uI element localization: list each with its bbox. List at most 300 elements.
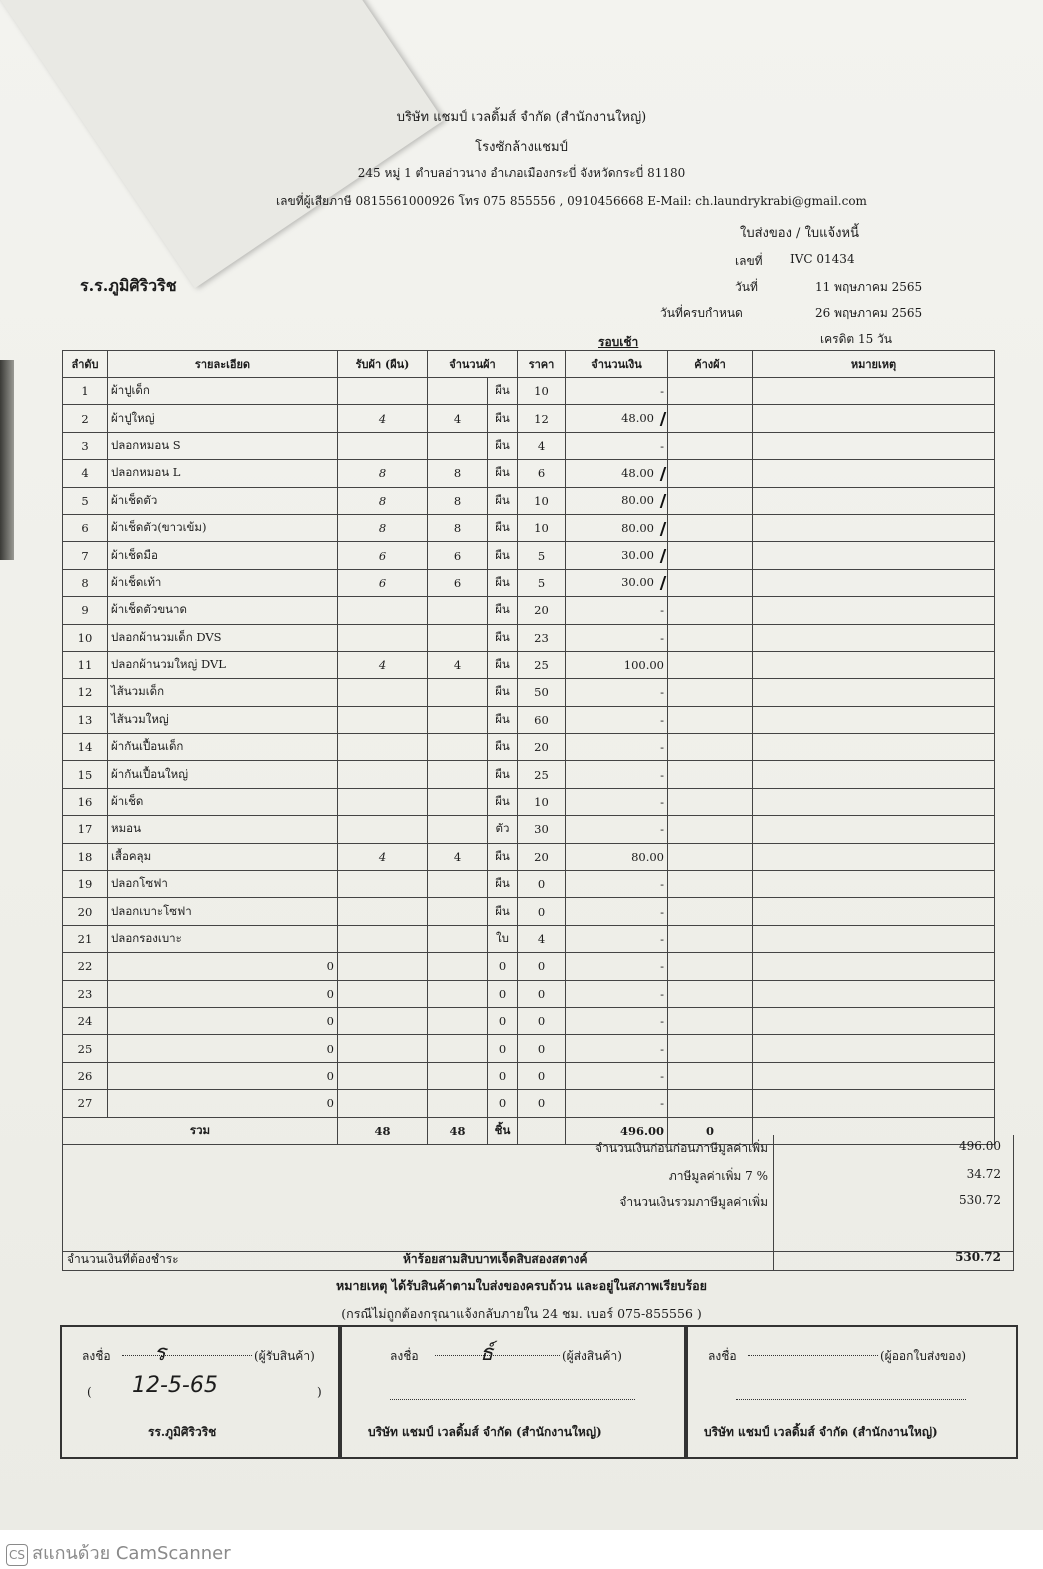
- row-remark: [753, 953, 995, 980]
- row-unit: ตัว: [488, 816, 518, 843]
- row-unit: ผืน: [488, 597, 518, 624]
- sender-handwritten-sign: ธ์: [480, 1341, 494, 1366]
- row-unit: ผืน: [488, 843, 518, 870]
- row-remark: [753, 651, 995, 678]
- sender-sign-line: [435, 1355, 560, 1356]
- row-unit: ผืน: [488, 651, 518, 678]
- row-amount: -: [566, 816, 668, 843]
- row-qty: 4: [428, 843, 488, 870]
- row-qty: [428, 953, 488, 980]
- table-row: [63, 460, 995, 487]
- row-remark: [753, 460, 995, 487]
- row-amount: -: [566, 1035, 668, 1062]
- row-received: [338, 597, 428, 624]
- row-remark: [753, 569, 995, 596]
- table-row: [63, 871, 995, 898]
- table-row: [63, 679, 995, 706]
- doc-due-value: 26 พฤษภาคม 2565: [815, 306, 923, 320]
- row-received: [338, 624, 428, 651]
- row-item: 0: [108, 1062, 338, 1089]
- table-row: [63, 569, 995, 596]
- row-amount: -: [566, 1007, 668, 1034]
- row-received: 4: [338, 405, 428, 432]
- row-pending: [668, 980, 753, 1007]
- row-pending: [668, 953, 753, 980]
- grand-total-value: 530.72: [955, 1250, 1001, 1264]
- row-qty: [428, 432, 488, 459]
- row-amount: -: [566, 761, 668, 788]
- total-label: จำนวนเงินรวมภาษีมูลค่าเพิ่ม: [619, 1195, 768, 1209]
- row-amount: -: [566, 898, 668, 925]
- company-address: 245 หมู่ 1 ตำบลอ่าวนาง อำเภอเมืองกระบี่ จังหวัดกระบี่ 81180: [357, 166, 686, 180]
- row-remark: [753, 925, 995, 952]
- note-line-2: (กรณีไม่ถูกต้องกรุณาแจ้งกลับภายใน 24 ชม. เบอร์ 075-855556 ): [341, 1306, 702, 1321]
- row-amount: 80.00: [566, 843, 668, 870]
- summary-box: [62, 1135, 1014, 1271]
- note-line-1: หมายเหตุ ได้รับสินค้าตามใบส่งของครบถ้วน และอยู่ในสภาพเรียบร้อย: [335, 1278, 708, 1293]
- table-row: [63, 788, 995, 815]
- row-amount: -: [566, 1062, 668, 1089]
- row-remark: [753, 788, 995, 815]
- row-qty: [428, 679, 488, 706]
- row-qty: 6: [428, 542, 488, 569]
- row-amount: -: [566, 788, 668, 815]
- row-price: 0: [518, 1090, 566, 1117]
- row-no: 5: [63, 487, 108, 514]
- row-pending: [668, 569, 753, 596]
- row-unit: 0: [488, 1090, 518, 1117]
- row-pending: [668, 706, 753, 733]
- row-qty: [428, 925, 488, 952]
- row-received: 8: [338, 460, 428, 487]
- row-pending: [668, 679, 753, 706]
- receiver-role: (ผู้รับสินค้า): [254, 1349, 315, 1363]
- row-qty: [428, 816, 488, 843]
- row-amount: -: [566, 953, 668, 980]
- row-item: ผ้าเช็ดตัว: [108, 487, 338, 514]
- row-unit: ผืน: [488, 542, 518, 569]
- row-qty: [428, 761, 488, 788]
- row-amount: -: [566, 734, 668, 761]
- row-unit: 0: [488, 1035, 518, 1062]
- row-no: 13: [63, 706, 108, 733]
- total-label: รวม: [63, 1117, 338, 1144]
- total-qty: 48: [428, 1117, 488, 1144]
- row-pending: [668, 514, 753, 541]
- row-remark: [753, 514, 995, 541]
- row-pending: [668, 651, 753, 678]
- row-item: ไส้นวมใหญ่: [108, 706, 338, 733]
- row-received: [338, 1035, 428, 1062]
- sender-role: (ผู้ส่งสินค้า): [562, 1349, 622, 1363]
- row-price: 10: [518, 514, 566, 541]
- table-row: [63, 597, 995, 624]
- row-received: [338, 898, 428, 925]
- row-remark: [753, 816, 995, 843]
- row-item: หมอน: [108, 816, 338, 843]
- signature-box-sender: [338, 1325, 688, 1459]
- row-no: 26: [63, 1062, 108, 1089]
- doc-no-value: IVC 01434: [790, 252, 855, 266]
- row-price: 12: [518, 405, 566, 432]
- row-remark: [753, 761, 995, 788]
- header-no: ลำดับ: [63, 351, 108, 378]
- check-tick-icon: [654, 576, 667, 590]
- row-price: 25: [518, 761, 566, 788]
- table-row: [63, 1062, 995, 1089]
- row-item: ผ้ากันเปื้อนใหญ่: [108, 761, 338, 788]
- row-price: 10: [518, 378, 566, 405]
- row-qty: 4: [428, 405, 488, 432]
- row-received: [338, 378, 428, 405]
- row-remark: [753, 542, 995, 569]
- check-tick-icon: [654, 412, 667, 426]
- table-row: [63, 898, 995, 925]
- row-unit: ผืน: [488, 706, 518, 733]
- row-item: ปลอกหมอน S: [108, 432, 338, 459]
- row-pending: [668, 788, 753, 815]
- row-no: 4: [63, 460, 108, 487]
- row-item: ปลอกโซฟา: [108, 871, 338, 898]
- total-value: 530.72: [959, 1193, 1001, 1207]
- row-no: 6: [63, 514, 108, 541]
- row-item: ผ้าเช็ดตัว(ขาวเข้ม): [108, 514, 338, 541]
- table-row: [63, 980, 995, 1007]
- camscanner-text: สแกนด้วย CamScanner: [32, 1543, 231, 1564]
- row-amount: -: [566, 980, 668, 1007]
- company-name: บริษัท แชมป์ เวลดิ้มส์ จำกัด (สำนักงานใหญ่): [396, 110, 647, 125]
- row-pending: [668, 925, 753, 952]
- row-received: 6: [338, 542, 428, 569]
- row-no: 25: [63, 1035, 108, 1062]
- receiver-sign-line: [122, 1355, 252, 1356]
- scan-edge: [0, 360, 14, 560]
- row-no: 23: [63, 980, 108, 1007]
- row-pending: [668, 816, 753, 843]
- table-row: [63, 1007, 995, 1034]
- row-price: 10: [518, 487, 566, 514]
- row-unit: ผืน: [488, 788, 518, 815]
- doc-date-value: 11 พฤษภาคม 2565: [815, 280, 923, 294]
- row-pending: [668, 871, 753, 898]
- row-pending: [668, 1007, 753, 1034]
- row-no: 27: [63, 1090, 108, 1117]
- receiver-sign-prefix: ลงชื่อ: [82, 1349, 111, 1363]
- row-received: 6: [338, 569, 428, 596]
- row-price: 4: [518, 432, 566, 459]
- row-unit: ผืน: [488, 432, 518, 459]
- row-qty: [428, 1035, 488, 1062]
- table-row: [63, 953, 995, 980]
- row-price: 0: [518, 871, 566, 898]
- row-pending: [668, 761, 753, 788]
- table-row: [63, 1090, 995, 1117]
- check-tick-icon: [654, 467, 667, 481]
- row-received: 4: [338, 843, 428, 870]
- row-qty: [428, 597, 488, 624]
- row-unit: 0: [488, 1062, 518, 1089]
- table-row: [63, 405, 995, 432]
- row-qty: [428, 624, 488, 651]
- row-item: ผ้าเช็ดเท้า: [108, 569, 338, 596]
- vat-label: ภาษีมูลค่าเพิ่ม 7 %: [668, 1169, 768, 1183]
- row-pending: [668, 542, 753, 569]
- doc-credit: เครดิต 15 วัน: [820, 332, 892, 346]
- row-remark: [753, 734, 995, 761]
- row-qty: 8: [428, 460, 488, 487]
- row-unit: 0: [488, 953, 518, 980]
- row-received: 4: [338, 651, 428, 678]
- camscanner-logo-icon: CS: [6, 1544, 28, 1566]
- row-qty: 4: [428, 651, 488, 678]
- row-qty: 6: [428, 569, 488, 596]
- subtotal-value: 496.00: [959, 1139, 1001, 1153]
- row-item: ปลอกหมอน L: [108, 460, 338, 487]
- row-qty: [428, 1007, 488, 1034]
- row-unit: ผืน: [488, 460, 518, 487]
- row-no: 22: [63, 953, 108, 980]
- row-received: [338, 706, 428, 733]
- row-received: 8: [338, 487, 428, 514]
- row-price: 60: [518, 706, 566, 733]
- row-received: [338, 1062, 428, 1089]
- row-no: 10: [63, 624, 108, 651]
- row-qty: [428, 1090, 488, 1117]
- total-amount: 496.00: [566, 1117, 668, 1144]
- header-quantity: จำนวนผ้า: [428, 351, 518, 378]
- doc-no-label: เลขที่: [735, 254, 763, 268]
- header-pending: ค้างผ้า: [668, 351, 753, 378]
- header-amount: จำนวนเงิน: [566, 351, 668, 378]
- issuer-date-line: [736, 1385, 966, 1400]
- row-remark: [753, 1090, 995, 1117]
- row-received: [338, 788, 428, 815]
- header-item: รายละเอียด: [108, 351, 338, 378]
- signature-box-issuer: [684, 1325, 1018, 1459]
- row-received: [338, 953, 428, 980]
- row-remark: [753, 679, 995, 706]
- row-amount: -: [566, 871, 668, 898]
- check-tick-icon: [654, 522, 667, 536]
- doc-date-label: วันที่: [735, 280, 758, 294]
- row-pending: [668, 624, 753, 651]
- row-received: [338, 761, 428, 788]
- receiver-date-bracket-open: (: [87, 1385, 92, 1399]
- row-remark: [753, 1035, 995, 1062]
- row-item: ปลอกรองเบาะ: [108, 925, 338, 952]
- row-qty: 8: [428, 487, 488, 514]
- sender-sign-prefix: ลงชื่อ: [390, 1349, 419, 1363]
- issuer-role: (ผู้ออกใบส่งของ): [880, 1349, 967, 1363]
- row-no: 18: [63, 843, 108, 870]
- row-item: 0: [108, 1007, 338, 1034]
- table-row: [63, 651, 995, 678]
- row-qty: [428, 1062, 488, 1089]
- row-remark: [753, 843, 995, 870]
- amount-words-label: จำนวนเงินที่ต้องชำระ: [67, 1252, 179, 1266]
- header-remark: หมายเหตุ: [753, 351, 995, 378]
- row-price: 5: [518, 542, 566, 569]
- row-received: [338, 432, 428, 459]
- items-table: [62, 350, 995, 1145]
- table-row: [63, 925, 995, 952]
- row-price: 4: [518, 925, 566, 952]
- row-item: ผ้าเช็ด: [108, 788, 338, 815]
- receiver-org: รร.ภูมิศิริวริช: [148, 1425, 217, 1439]
- row-unit: ผืน: [488, 734, 518, 761]
- row-received: 8: [338, 514, 428, 541]
- row-unit: ผืน: [488, 514, 518, 541]
- row-qty: [428, 378, 488, 405]
- row-pending: [668, 432, 753, 459]
- row-no: 20: [63, 898, 108, 925]
- vat-value: 34.72: [966, 1167, 1001, 1181]
- row-amount: -: [566, 679, 668, 706]
- row-price: 20: [518, 843, 566, 870]
- row-amount: -: [566, 378, 668, 405]
- row-item: 0: [108, 980, 338, 1007]
- row-no: 7: [63, 542, 108, 569]
- check-tick-icon: [654, 494, 667, 508]
- total-unit: ชิ้น: [488, 1117, 518, 1144]
- row-qty: 8: [428, 514, 488, 541]
- row-item: เสื้อคลุม: [108, 843, 338, 870]
- row-price: 30: [518, 816, 566, 843]
- row-pending: [668, 1090, 753, 1117]
- row-item: 0: [108, 1090, 338, 1117]
- row-qty: [428, 734, 488, 761]
- total-pending: 0: [668, 1117, 753, 1144]
- row-amount: -: [566, 706, 668, 733]
- row-price: 6: [518, 460, 566, 487]
- row-no: 21: [63, 925, 108, 952]
- doc-type: ใบส่งของ / ใบแจ้งหนี้: [740, 226, 859, 241]
- table-header-row: [63, 351, 995, 378]
- row-no: 1: [63, 378, 108, 405]
- row-remark: [753, 405, 995, 432]
- row-unit: ผืน: [488, 378, 518, 405]
- row-item: ผ้ากันเปื้อนเด็ก: [108, 734, 338, 761]
- row-price: 0: [518, 1007, 566, 1034]
- row-no: 14: [63, 734, 108, 761]
- row-no: 3: [63, 432, 108, 459]
- row-unit: ใบ: [488, 925, 518, 952]
- row-item: ปลอกเบาะโซฟา: [108, 898, 338, 925]
- row-amount: 80.00: [566, 487, 668, 514]
- row-price: 0: [518, 1062, 566, 1089]
- row-unit: ผืน: [488, 487, 518, 514]
- table-row: [63, 514, 995, 541]
- issuer-sign-prefix: ลงชื่อ: [708, 1349, 737, 1363]
- row-unit: ผืน: [488, 569, 518, 596]
- row-amount: -: [566, 925, 668, 952]
- row-no: 17: [63, 816, 108, 843]
- row-amount: 48.00: [566, 460, 668, 487]
- summary-divider: [773, 1135, 774, 1270]
- table-row: [63, 843, 995, 870]
- receiver-handwritten-sign: ร: [154, 1341, 166, 1366]
- row-no: 11: [63, 651, 108, 678]
- receiver-date-bracket-close: ): [317, 1385, 322, 1399]
- row-unit: ผืน: [488, 679, 518, 706]
- row-qty: [428, 898, 488, 925]
- row-pending: [668, 487, 753, 514]
- row-qty: [428, 788, 488, 815]
- row-unit: 0: [488, 980, 518, 1007]
- row-qty: [428, 871, 488, 898]
- table-row: [63, 432, 995, 459]
- row-pending: [668, 405, 753, 432]
- row-remark: [753, 871, 995, 898]
- row-no: 16: [63, 788, 108, 815]
- row-amount: 80.00: [566, 514, 668, 541]
- row-amount: 30.00: [566, 569, 668, 596]
- row-received: [338, 816, 428, 843]
- table-row: [63, 1035, 995, 1062]
- row-unit: ผืน: [488, 761, 518, 788]
- row-amount: -: [566, 1090, 668, 1117]
- receiver-handwritten-date: 12-5-65: [132, 1373, 218, 1398]
- row-unit: 0: [488, 1007, 518, 1034]
- table-row: [63, 706, 995, 733]
- doc-due-label: วันที่ครบกำหนด: [660, 306, 743, 320]
- row-received: [338, 871, 428, 898]
- row-pending: [668, 1062, 753, 1089]
- amount-words: ห้าร้อยสามสิบบาทเจ็ดสิบสองสตางค์: [403, 1252, 588, 1266]
- sender-date-line: [390, 1385, 635, 1400]
- row-received: [338, 1090, 428, 1117]
- row-pending: [668, 1035, 753, 1062]
- camscanner-footer: [0, 1530, 1043, 1569]
- row-remark: [753, 432, 995, 459]
- row-remark: [753, 706, 995, 733]
- row-no: 19: [63, 871, 108, 898]
- row-price: 23: [518, 624, 566, 651]
- row-received: [338, 1007, 428, 1034]
- table-row: [63, 734, 995, 761]
- row-unit: ผืน: [488, 871, 518, 898]
- row-remark: [753, 487, 995, 514]
- row-received: [338, 734, 428, 761]
- row-remark: [753, 1007, 995, 1034]
- row-item: ผ้าเช็ดตัวขนาด: [108, 597, 338, 624]
- row-unit: ผืน: [488, 624, 518, 651]
- customer-name: ร.ร.ภูมิศิริวริช: [80, 276, 177, 295]
- row-price: 0: [518, 953, 566, 980]
- row-no: 24: [63, 1007, 108, 1034]
- row-price: 20: [518, 734, 566, 761]
- table-row: [63, 487, 995, 514]
- table-row: [63, 816, 995, 843]
- row-pending: [668, 378, 753, 405]
- row-price: 50: [518, 679, 566, 706]
- table-row: [63, 378, 995, 405]
- row-remark: [753, 980, 995, 1007]
- row-pending: [668, 460, 753, 487]
- row-amount: -: [566, 597, 668, 624]
- total-received: 48: [338, 1117, 428, 1144]
- header-received: รับผ้า (ผืน): [338, 351, 428, 378]
- row-item: ปลอกผ้านวมเด็ก DVS: [108, 624, 338, 651]
- row-pending: [668, 597, 753, 624]
- signature-box-receiver: [60, 1325, 342, 1459]
- section-label: รอบเช้า: [598, 335, 639, 349]
- row-remark: [753, 898, 995, 925]
- row-amount: -: [566, 432, 668, 459]
- subtotal-label: จำนวนเงินก่อนก่อนภาษีมูลค่าเพิ่ม: [595, 1141, 768, 1155]
- row-item: ไส้นวมเด็ก: [108, 679, 338, 706]
- check-tick-icon: [654, 549, 667, 563]
